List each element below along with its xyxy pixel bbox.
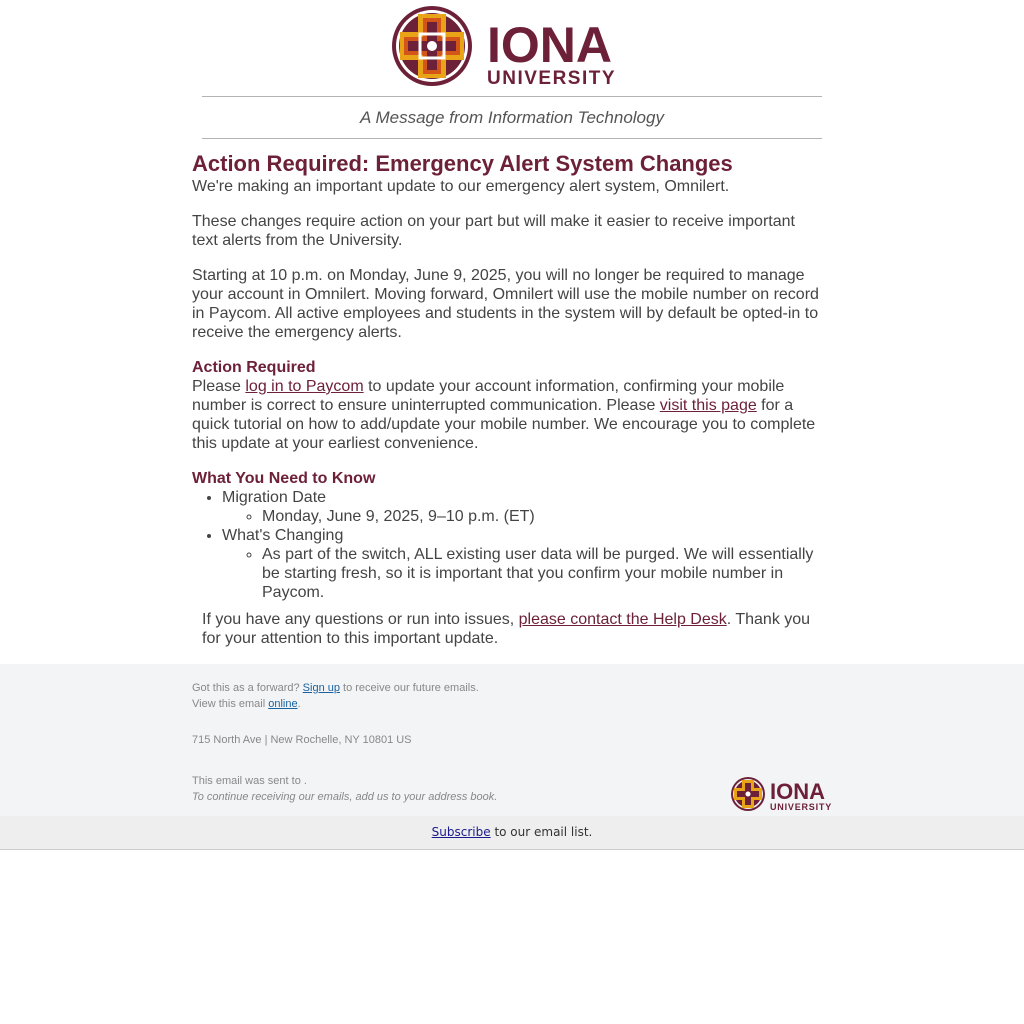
- email-title: Action Required: Emergency Alert System Changes: [192, 151, 733, 176]
- iona-seal-icon: [392, 6, 472, 86]
- logo-name: IONA: [487, 17, 612, 73]
- email-footer: [0, 664, 1024, 816]
- divider-top: [202, 96, 822, 97]
- iona-seal-icon: [731, 777, 765, 811]
- list-item: • What's Changing ◦ As part of the switch, ALL existing user data will be purged. We will essentially be starting fresh, so it is important that you confirm your mobile number in Paycom.: [222, 526, 824, 602]
- tutorial-link[interactable]: visit this page: [659, 397, 757, 414]
- help-desk-link[interactable]: please contact the Help Desk: [518, 611, 727, 628]
- logo-small-sub: UNIVERSITY: [770, 802, 833, 812]
- view-online-link[interactable]: online: [268, 698, 298, 710]
- paragraph-action: Please log in to Paycom to update your account information, confirming your mobile number is correct to ensure uninterrupted communication. Please visit this page for a quick tutorial on how to add/update your mobile number. We encourage you to complete this update at your earliest convenience.: [192, 378, 816, 452]
- iona-logo: [390, 4, 635, 90]
- logo-small-name: IONA: [770, 779, 825, 804]
- email-header: [0, 0, 1024, 92]
- paycom-login-link[interactable]: log in to Paycom: [245, 378, 364, 395]
- divider-bottom: [202, 138, 822, 139]
- list-item: • Migration Date ◦ Monday, June 9, 2025, 9–10 p.m. (ET): [222, 488, 824, 526]
- signup-link[interactable]: Sign up: [302, 682, 340, 694]
- iona-logo-small: [730, 776, 834, 812]
- paragraph-changes: These changes require action on your part but will make it easier to receive important text alerts from the University.: [192, 213, 795, 249]
- sent-to-line: This email was sent to .: [192, 775, 307, 787]
- info-list: [192, 488, 824, 602]
- list-subitem: ◦ Monday, June 9, 2025, 9–10 p.m. (ET): [262, 507, 824, 526]
- list-subitem: ◦ As part of the switch, ALL existing user data will be purged. We will essentially be starting fresh, so it is important that you confirm your mobile number in Paycom.: [262, 545, 824, 602]
- heading-action-required: Action Required: [192, 359, 316, 376]
- subscribe-bar: Subscribe to our email list.: [0, 816, 1024, 850]
- paragraph-closing: If you have any questions or run into issues, please contact the Help Desk. Thank you for your attention to this important update.: [202, 611, 811, 647]
- view-online-line: View this email online.: [192, 698, 301, 710]
- heading-what-to-know: What You Need to Know: [192, 470, 376, 487]
- tagline: A Message from Information Technology: [360, 108, 664, 127]
- paragraph-intro: We're making an important update to our emergency alert system, Omnilert.: [192, 178, 730, 195]
- paragraph-details: Starting at 10 p.m. on Monday, June 9, 2025, you will no longer be required to manage your account in Omnilert. Moving forward, Omnilert will use the mobile number on record in Paycom. All active employees and students in the system will by default be opted-in to receive the emergency alerts.: [192, 267, 819, 341]
- address-book-line: To continue receiving our emails, add us to your address book.: [192, 791, 498, 803]
- postal-address: 715 North Ave | New Rochelle, NY 10801 US: [192, 734, 412, 746]
- subscribe-link[interactable]: Subscribe: [431, 825, 491, 839]
- email-body: [192, 150, 824, 648]
- logo-sub: UNIVERSITY: [487, 68, 617, 89]
- forward-line: Got this as a forward? Sign up to receive our future emails.: [192, 682, 479, 694]
